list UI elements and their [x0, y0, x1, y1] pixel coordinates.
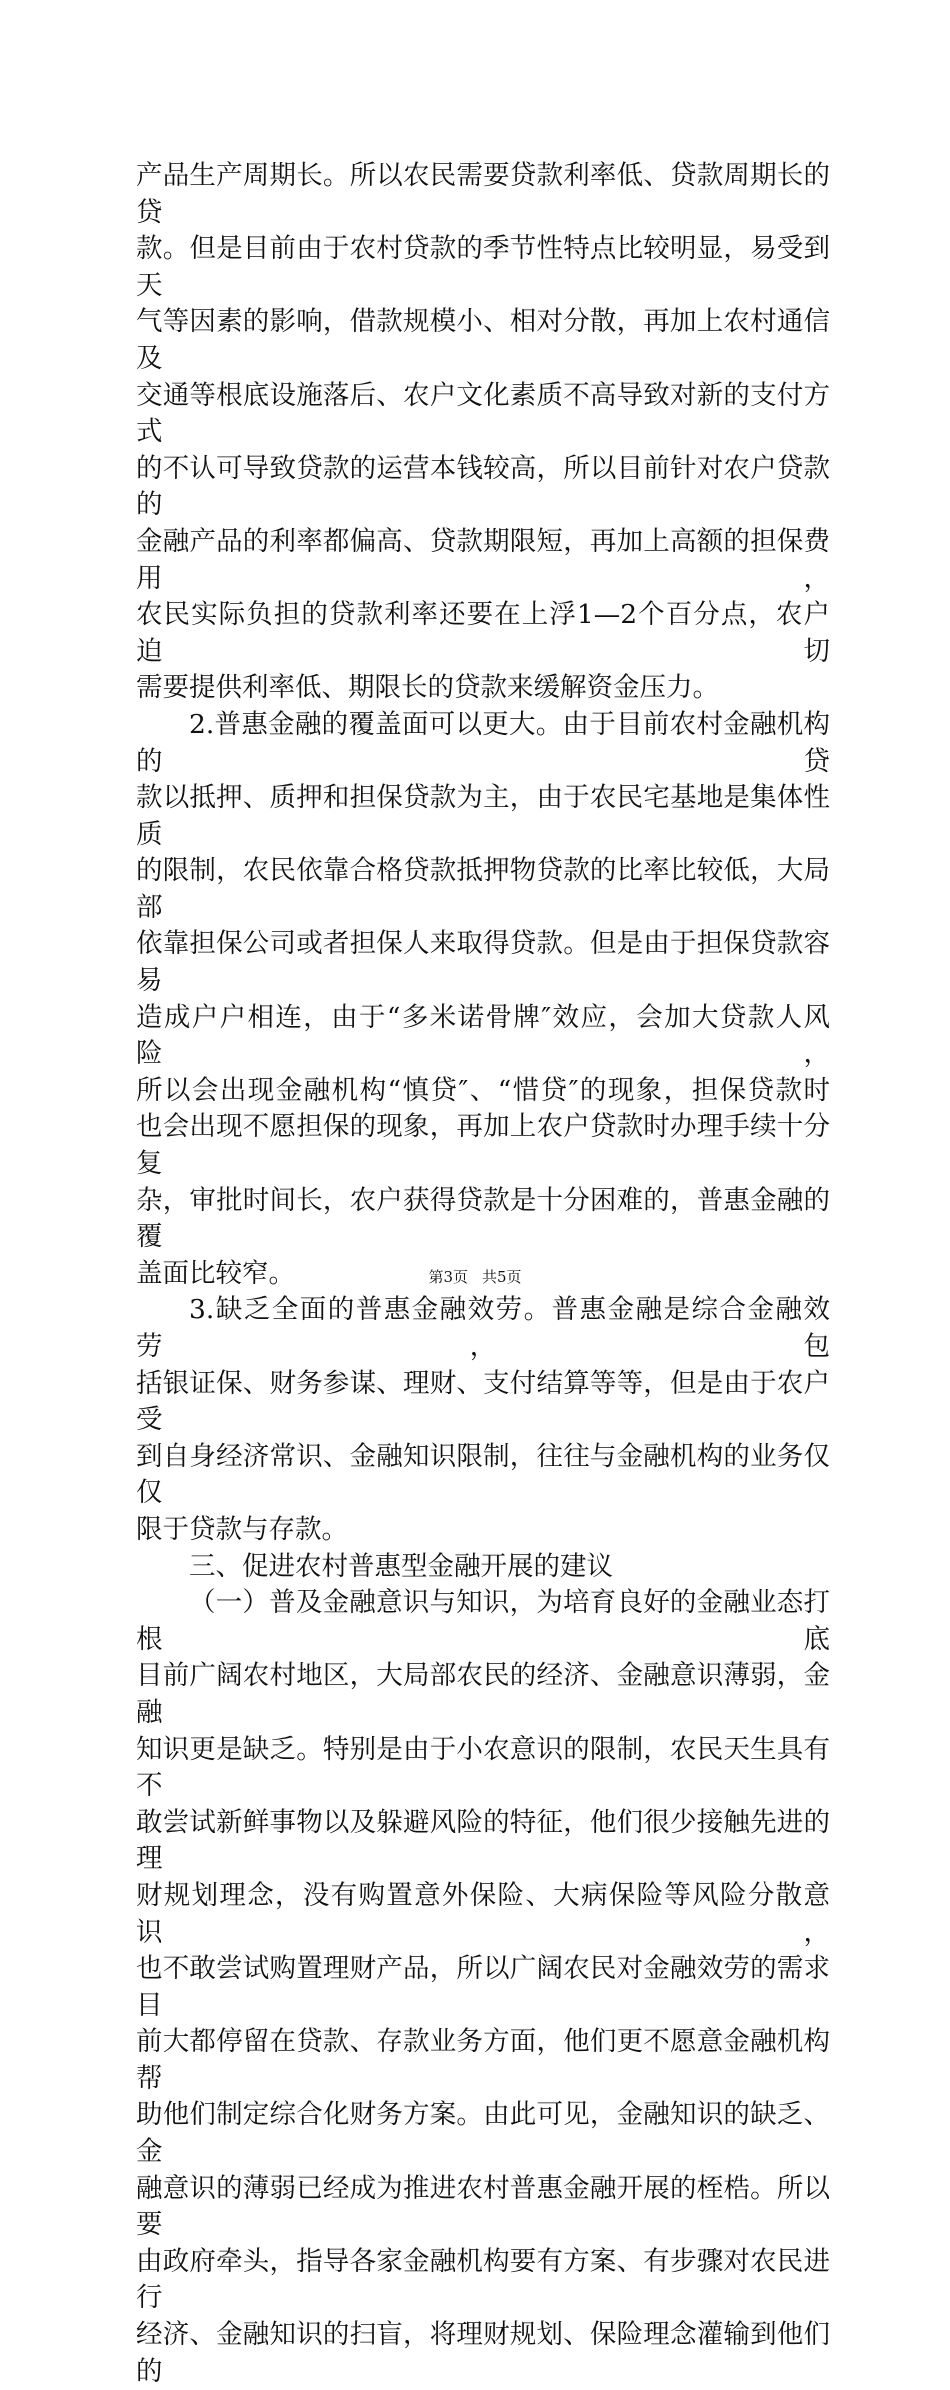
section-heading — [136, 1549, 830, 1586]
text-line: 杂，审批时间长，农户获得贷款是十分困难的，普惠金融的覆 — [136, 1184, 830, 1253]
text-line: 融意识的薄弱已经成为推进农村普惠金融开展的桎梏。所以要 — [136, 2172, 830, 2241]
text-line: 2.普惠金融的覆盖面可以更大。由于目前农村金融机构的贷 — [136, 708, 830, 777]
text-line: 经济、金融知识的扫盲，将理财规划、保险理念灌输到他们的 — [136, 2319, 830, 2387]
paragraph-loan-demand — [136, 158, 830, 707]
text-line: 财规划理念，没有购置意外保险、大病保险等风险分散意识， — [136, 1879, 830, 1948]
text-line: 产品生产周期长。所以农民需要贷款利率低、贷款周期长的贷 — [136, 160, 830, 228]
text-line: 前大都停留在贷款、存款业务方面，他们更不愿意金融机构帮 — [136, 2026, 830, 2094]
paragraph-service — [136, 1292, 830, 1548]
page-number: 第3页 — [428, 1268, 468, 1286]
text-line: 造成户户相连，由于“多米诺骨牌″效应，会加大贷款人风险， — [136, 1001, 830, 1070]
page-total: 共5页 — [482, 1268, 522, 1286]
text-line: 款以抵押、质押和担保贷款为主，由于农民宅基地是集体性质 — [136, 782, 830, 850]
text-line: 知识更是缺乏。特别是由于小农意识的限制，农民天生具有不 — [136, 1733, 830, 1802]
text-line: 需要提供利率低、期限长的贷款来缓解资金压力。 — [136, 672, 719, 704]
text-line: 到自身经济常识、金融知识限制，往往与金融机构的业务仅仅 — [136, 1440, 830, 1509]
heading-text: 三、促进农村普惠型金融开展的建议 — [189, 1550, 613, 1582]
text-line: 限于贷款与存款。 — [136, 1513, 348, 1545]
text-line: （一）普及金融意识与知识，为培育良好的金融业态打根底 — [136, 1587, 830, 1655]
text-line: 依靠担保公司或者担保人来取得贷款。但是由于担保贷款容易 — [136, 928, 830, 997]
text-line: 金融产品的利率都偏高、贷款期限短，再加上高额的担保费用， — [136, 525, 830, 594]
text-line: 由政府牵头，指导各家金融机构要有方案、有步骤对农民进行 — [136, 2245, 830, 2314]
page-footer — [0, 1266, 950, 1287]
text-line: 也会出现不愿担保的现象，再加上农户贷款时办理手续十分复 — [136, 1111, 830, 1180]
text-line: 括银证保、财务参谋、理财、支付结算等等，但是由于农户受 — [136, 1367, 830, 1436]
paragraph-coverage — [136, 707, 830, 1293]
text-line: 交通等根底设施落后、农户文化素质不高导致对新的支付方式 — [136, 379, 830, 448]
text-line: 气等因素的影响，借款规模小、相对分散，再加上农村通信及 — [136, 306, 830, 374]
text-line: 3.缺乏全面的普惠金融效劳。普惠金融是综合金融效劳，包 — [136, 1294, 830, 1362]
text-line: 敢尝试新鲜事物以及躲避风险的特征，他们很少接触先进的理 — [136, 1806, 830, 1875]
text-line: 盖面比较窄。 — [136, 1257, 295, 1289]
text-line: 的限制，农民依靠合格贷款抵押物贷款的比率比较低，大局部 — [136, 855, 830, 923]
text-line: 助他们制定综合化财务方案。由此可见，金融知识的缺乏、金 — [136, 2099, 830, 2168]
text-line: 所以会出现金融机构“慎贷″、“惜贷″的现象，担保贷款时 — [136, 1074, 830, 1106]
text-line: 款。但是目前由于农村贷款的季节性特点比较明显，易受到天 — [136, 233, 830, 301]
text-line: 的不认可导致贷款的运营本钱较高，所以目前针对农户贷款的 — [136, 452, 830, 521]
text-line: 也不敢尝试购置理财产品，所以广阔农民对金融效劳的需求目 — [136, 1953, 830, 2021]
text-line: 农民实际负担的贷款利率还要在上浮1—2个百分点，农户迫切 — [136, 599, 830, 667]
text-line: 目前广阔农村地区，大局部农民的经济、金融意识薄弱，金融 — [136, 1660, 830, 1728]
paragraph-financial-literacy — [136, 1585, 830, 2390]
